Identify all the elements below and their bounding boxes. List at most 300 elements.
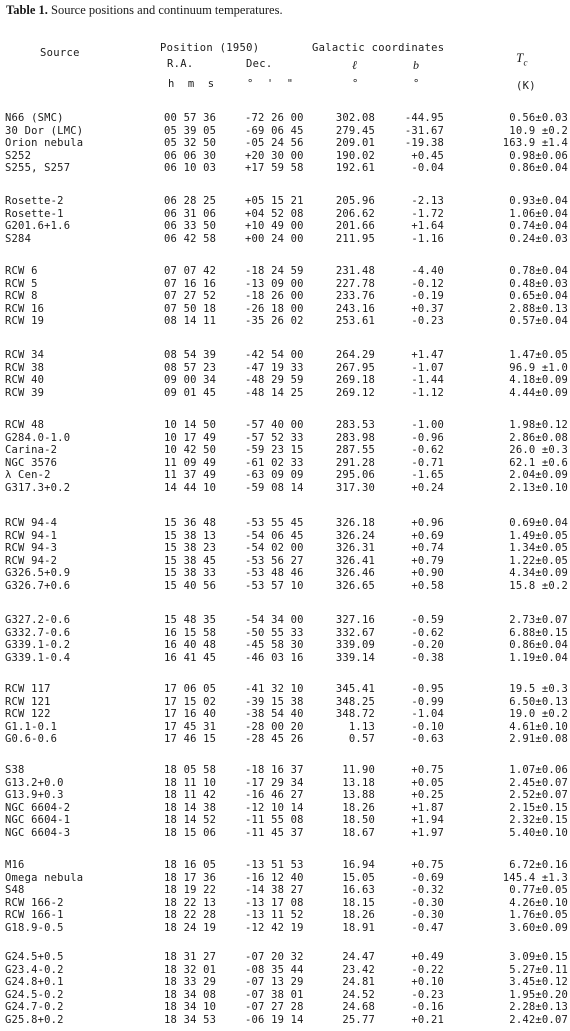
cell-tc: 96.9 ±1.0 (509, 361, 568, 374)
cell-b: -0.30 (411, 909, 444, 922)
cell-tc: 2.15±0.15 (509, 801, 568, 814)
cell-tc: 0.93±0.04 (509, 195, 568, 207)
cell-l: 192.61 (335, 162, 375, 175)
cell-source: RCW 38 (5, 361, 45, 374)
cell-dec: -41 32 10 (245, 683, 304, 695)
cell-ra: 15 48 35 (164, 614, 217, 626)
cell-b: +0.74 (411, 542, 444, 555)
cell-l: 283.98 (335, 431, 375, 444)
cell-ra: 18 16 05 (164, 859, 217, 871)
cell-dec: -28 00 20 (245, 720, 304, 733)
cell-dec: -11 55 08 (245, 814, 304, 827)
cell-dec: -05 24 56 (245, 137, 304, 150)
cell-ra: 17 46 15 (164, 733, 217, 746)
cell-tc: 2.91±0.08 (509, 733, 568, 746)
cell-tc: 0.48±0.03 (509, 277, 568, 290)
cell-l: 233.76 (335, 290, 375, 303)
cell-dec: -48 29 59 (245, 374, 304, 387)
cell-ra: 07 07 42 (164, 265, 217, 277)
cell-tc: 2.73±0.07 (509, 614, 568, 626)
cell-ra: 18 05 58 (164, 764, 217, 776)
cell-source: Rosette-1 (5, 207, 64, 220)
header-tc-unit: (K) (516, 80, 536, 92)
cell-source: G327.2-0.6 (5, 614, 71, 626)
cell-tc: 2.13±0.10 (509, 482, 568, 494)
cell-dec: -18 24 59 (245, 265, 304, 277)
cell-l: 24.81 (342, 976, 375, 989)
cell-source: G13.9+0.3 (5, 789, 64, 802)
cell-ra: 08 14 11 (164, 315, 217, 328)
cell-dec: -12 42 19 (245, 922, 304, 934)
cell-b: -1.72 (411, 207, 444, 220)
cell-tc: 0.24±0.03 (509, 232, 568, 245)
cell-tc: 1.76±0.05 (509, 909, 568, 922)
cell-dec: -38 54 40 (245, 708, 304, 721)
cell-b: +1.87 (411, 801, 444, 814)
cell-source: M16 (5, 859, 25, 871)
cell-l: 18.26 (342, 909, 375, 922)
cell-l: 25.77 (342, 1014, 375, 1026)
cell-l: 339.14 (335, 651, 375, 664)
cell-source: NGC 6604-1 (5, 814, 71, 827)
cell-b: -0.23 (411, 315, 444, 328)
cell-tc: 1.34±0.05 (509, 542, 568, 555)
cell-l: 243.16 (335, 302, 375, 315)
cell-tc: 6.88±0.15 (509, 626, 568, 639)
cell-l: 23.42 (342, 963, 375, 976)
cell-tc: 2.45±0.07 (509, 776, 568, 789)
cell-l: 227.78 (335, 277, 375, 290)
cell-ra: 14 44 10 (164, 482, 217, 494)
cell-dec: -53 55 45 (245, 517, 304, 529)
cell-dec: -18 16 37 (245, 764, 304, 776)
cell-tc: 1.19±0.04 (509, 651, 568, 664)
cell-tc: 163.9 ±1.4 (502, 137, 568, 150)
cell-ra: 17 06 05 (164, 683, 217, 695)
cell-b: -0.62 (411, 626, 444, 639)
cell-tc: 4.18±0.09 (509, 374, 568, 387)
cell-l: 348.25 (335, 695, 375, 708)
cell-l: 205.96 (335, 195, 375, 207)
cell-ra: 18 14 38 (164, 801, 217, 814)
cell-ra: 18 31 27 (164, 951, 217, 963)
header-dec: Dec. (246, 58, 273, 70)
cell-l: 231.48 (335, 265, 375, 277)
cell-tc: 5.40±0.10 (509, 827, 568, 839)
cell-tc: 4.26±0.10 (509, 896, 568, 909)
cell-dec: -57 52 33 (245, 431, 304, 444)
header-l-unit: ° (352, 78, 359, 90)
cell-source: RCW 117 (5, 683, 51, 695)
cell-ra: 06 31 06 (164, 207, 217, 220)
cell-ra: 06 28 25 (164, 195, 217, 207)
cell-dec: -06 19 14 (245, 1014, 304, 1026)
table-title: Source positions and continuum temperatures. (51, 3, 283, 17)
cell-tc: 0.78±0.04 (509, 265, 568, 277)
cell-source: S255, S257 (5, 162, 71, 175)
cell-ra: 06 06 30 (164, 149, 217, 162)
header-source: Source (40, 47, 80, 59)
cell-b: +0.58 (411, 580, 444, 592)
cell-dec: -26 18 00 (245, 302, 304, 315)
cell-b: -0.59 (411, 614, 444, 626)
cell-source: RCW 94-2 (5, 554, 58, 567)
cell-b: +0.96 (411, 517, 444, 529)
cell-source: G0.6-0.6 (5, 733, 58, 746)
cell-l: 326.41 (335, 554, 375, 567)
cell-tc: 10.9 ±0.2 (509, 124, 568, 137)
cell-tc: 2.86±0.08 (509, 431, 568, 444)
cell-ra: 18 11 42 (164, 789, 217, 802)
cell-l: 190.02 (335, 149, 375, 162)
cell-dec: -13 09 00 (245, 277, 304, 290)
cell-ra: 11 09 49 (164, 456, 217, 469)
cell-source: G24.5+0.5 (5, 951, 64, 963)
cell-source: G284.0-1.0 (5, 431, 71, 444)
cell-ra: 08 54 39 (164, 349, 217, 361)
cell-l: 269.18 (335, 374, 375, 387)
cell-ra: 18 34 08 (164, 988, 217, 1001)
cell-ra: 10 42 50 (164, 444, 217, 457)
cell-dec: +10 49 00 (245, 220, 304, 233)
cell-dec: -07 27 28 (245, 1001, 304, 1014)
cell-source: NGC 6604-3 (5, 827, 71, 839)
cell-dec: +05 15 21 (245, 195, 304, 207)
cell-b: -0.62 (411, 444, 444, 457)
cell-tc: 19.0 ±0.2 (509, 708, 568, 721)
cell-b: -2.13 (411, 195, 444, 207)
cell-tc: 3.45±0.12 (509, 976, 568, 989)
cell-b: -1.12 (411, 386, 444, 399)
cell-tc: 0.86±0.04 (509, 639, 568, 652)
cell-ra: 15 36 48 (164, 517, 217, 529)
cell-tc: 1.07±0.06 (509, 764, 568, 776)
cell-source: G24.5-0.2 (5, 988, 64, 1001)
cell-tc: 145.4 ±1.3 (502, 871, 568, 884)
cell-b: -0.10 (411, 720, 444, 733)
cell-tc: 2.52±0.07 (509, 789, 568, 802)
cell-l: 18.26 (342, 801, 375, 814)
cell-ra: 18 14 52 (164, 814, 217, 827)
cell-ra: 18 22 13 (164, 896, 217, 909)
cell-dec: -12 10 14 (245, 801, 304, 814)
cell-dec: -16 46 27 (245, 789, 304, 802)
cell-b: -0.99 (411, 695, 444, 708)
cell-ra: 00 57 36 (164, 112, 217, 124)
cell-source: G339.1-0.2 (5, 639, 71, 652)
cell-b: +1.97 (411, 827, 444, 839)
cell-ra: 07 16 16 (164, 277, 217, 290)
cell-dec: -16 12 40 (245, 871, 304, 884)
cell-dec: -54 06 45 (245, 529, 304, 542)
cell-b: +0.21 (411, 1014, 444, 1026)
cell-source: S48 (5, 884, 25, 897)
cell-ra: 18 19 22 (164, 884, 217, 897)
cell-l: 16.94 (342, 859, 375, 871)
cell-dec: -57 40 00 (245, 419, 304, 431)
cell-l: 18.50 (342, 814, 375, 827)
cell-b: -0.47 (411, 922, 444, 934)
cell-dec: +20 30 00 (245, 149, 304, 162)
cell-b: +0.10 (411, 976, 444, 989)
cell-ra: 18 17 36 (164, 871, 217, 884)
cell-source: RCW 6 (5, 265, 38, 277)
cell-dec: -39 15 38 (245, 695, 304, 708)
cell-l: 24.68 (342, 1001, 375, 1014)
cell-b: -31.67 (404, 124, 444, 137)
header-ra-units: h m s (168, 78, 215, 90)
cell-tc: 4.44±0.09 (509, 386, 568, 399)
cell-source: G24.7-0.2 (5, 1001, 64, 1014)
cell-ra: 06 10 03 (164, 162, 217, 175)
cell-dec: -13 51 53 (245, 859, 304, 871)
cell-l: 291.28 (335, 456, 375, 469)
header-b-unit: ° (413, 78, 420, 90)
cell-source: RCW 94-4 (5, 517, 58, 529)
cell-l: 326.31 (335, 542, 375, 555)
cell-source: RCW 19 (5, 315, 45, 328)
cell-ra: 05 39 05 (164, 124, 217, 137)
cell-ra: 09 01 45 (164, 386, 217, 399)
cell-tc: 19.5 ±0.3 (509, 683, 568, 695)
cell-l: 13.88 (342, 789, 375, 802)
cell-b: -0.12 (411, 277, 444, 290)
cell-tc: 4.34±0.09 (509, 567, 568, 580)
cell-ra: 06 33 50 (164, 220, 217, 233)
header-l: ℓ (352, 58, 358, 72)
cell-ra: 10 17 49 (164, 431, 217, 444)
cell-b: -0.95 (411, 683, 444, 695)
cell-ra: 16 15 58 (164, 626, 217, 639)
cell-tc: 1.49±0.05 (509, 529, 568, 542)
header-b: b (413, 58, 420, 72)
cell-source: G23.4-0.2 (5, 963, 64, 976)
cell-dec: +00 24 00 (245, 232, 304, 245)
cell-tc: 62.1 ±0.6 (509, 456, 568, 469)
cell-source: S252 (5, 149, 32, 162)
cell-source: RCW 16 (5, 302, 45, 315)
cell-l: 18.67 (342, 827, 375, 839)
cell-b: -0.30 (411, 896, 444, 909)
cell-l: 348.72 (335, 708, 375, 721)
cell-tc: 1.95±0.20 (509, 988, 568, 1001)
cell-source: Carina-2 (5, 444, 58, 457)
cell-l: 15.05 (342, 871, 375, 884)
cell-b: -0.69 (411, 871, 444, 884)
cell-dec: -47 19 33 (245, 361, 304, 374)
cell-ra: 15 40 56 (164, 580, 217, 592)
cell-ra: 11 37 49 (164, 469, 217, 482)
cell-b: -1.07 (411, 361, 444, 374)
cell-ra: 16 40 48 (164, 639, 217, 652)
cell-b: -1.00 (411, 419, 444, 431)
cell-ra: 15 38 45 (164, 554, 217, 567)
cell-ra: 06 42 58 (164, 232, 217, 245)
cell-tc: 3.09±0.15 (509, 951, 568, 963)
cell-l: 302.08 (335, 112, 375, 124)
cell-source: RCW 94-3 (5, 542, 58, 555)
cell-tc: 6.50±0.13 (509, 695, 568, 708)
cell-tc: 2.42±0.07 (509, 1014, 568, 1026)
cell-tc: 1.47±0.05 (509, 349, 568, 361)
cell-dec: -11 45 37 (245, 827, 304, 839)
cell-source: RCW 34 (5, 349, 45, 361)
cell-dec: -42 54 00 (245, 349, 304, 361)
cell-source: G1.1-0.1 (5, 720, 58, 733)
cell-dec: -69 06 45 (245, 124, 304, 137)
cell-dec: -59 23 15 (245, 444, 304, 457)
cell-tc: 6.72±0.16 (509, 859, 568, 871)
cell-source: RCW 5 (5, 277, 38, 290)
cell-b: -44.95 (404, 112, 444, 124)
cell-source: G13.2+0.0 (5, 776, 64, 789)
cell-l: 326.18 (335, 517, 375, 529)
cell-tc: 26.0 ±0.3 (509, 444, 568, 457)
cell-l: 287.55 (335, 444, 375, 457)
cell-b: -0.04 (411, 162, 444, 175)
cell-dec: -13 17 08 (245, 896, 304, 909)
cell-b: -19.38 (404, 137, 444, 150)
cell-tc: 1.22±0.05 (509, 554, 568, 567)
cell-tc: 1.06±0.04 (509, 207, 568, 220)
cell-b: -1.65 (411, 469, 444, 482)
cell-dec: -17 29 34 (245, 776, 304, 789)
cell-ra: 07 50 18 (164, 302, 217, 315)
cell-ra: 18 32 01 (164, 963, 217, 976)
cell-b: -0.22 (411, 963, 444, 976)
cell-source: RCW 48 (5, 419, 45, 431)
cell-source: Rosette-2 (5, 195, 64, 207)
cell-l: 332.67 (335, 626, 375, 639)
header-dec-units: ° ' " (247, 78, 294, 90)
cell-dec: -54 02 00 (245, 542, 304, 555)
cell-ra: 18 22 28 (164, 909, 217, 922)
cell-dec: -18 26 00 (245, 290, 304, 303)
cell-b: -1.16 (411, 232, 444, 245)
cell-source: G332.7-0.6 (5, 626, 71, 639)
cell-b: -0.63 (411, 733, 444, 746)
cell-dec: -72 26 00 (245, 112, 304, 124)
cell-ra: 17 16 40 (164, 708, 217, 721)
cell-l: 16.63 (342, 884, 375, 897)
cell-l: 326.24 (335, 529, 375, 542)
cell-l: 206.62 (335, 207, 375, 220)
cell-dec: +04 52 08 (245, 207, 304, 220)
cell-source: G201.6+1.6 (5, 220, 71, 233)
cell-l: 24.47 (342, 951, 375, 963)
cell-b: -0.19 (411, 290, 444, 303)
cell-tc: 15.8 ±0.2 (509, 580, 568, 592)
cell-ra: 18 33 29 (164, 976, 217, 989)
cell-source: RCW 40 (5, 374, 45, 387)
cell-l: 1.13 (348, 720, 375, 733)
cell-l: 18.15 (342, 896, 375, 909)
cell-b: -4.40 (411, 265, 444, 277)
cell-l: 0.57 (348, 733, 375, 746)
cell-ra: 18 34 53 (164, 1014, 217, 1026)
cell-source: G326.5+0.9 (5, 567, 71, 580)
cell-l: 209.01 (335, 137, 375, 150)
cell-ra: 17 15 02 (164, 695, 217, 708)
cell-tc: 3.60±0.09 (509, 922, 568, 934)
cell-source: S284 (5, 232, 32, 245)
cell-dec: -14 38 27 (245, 884, 304, 897)
cell-dec: -45 58 30 (245, 639, 304, 652)
cell-ra: 18 34 10 (164, 1001, 217, 1014)
cell-b: -0.20 (411, 639, 444, 652)
cell-dec: -53 48 46 (245, 567, 304, 580)
header-galactic: Galactic coordinates (312, 42, 445, 54)
cell-source: RCW 39 (5, 386, 45, 399)
cell-l: 295.06 (335, 469, 375, 482)
cell-dec: -28 45 26 (245, 733, 304, 746)
cell-l: 18.91 (342, 922, 375, 934)
cell-tc: 0.98±0.06 (509, 149, 568, 162)
cell-dec: -48 14 25 (245, 386, 304, 399)
cell-l: 201.66 (335, 220, 375, 233)
cell-dec: -53 56 27 (245, 554, 304, 567)
cell-dec: -53 57 10 (245, 580, 304, 592)
cell-dec: +17 59 58 (245, 162, 304, 175)
cell-b: +0.79 (411, 554, 444, 567)
cell-l: 11.90 (342, 764, 375, 776)
cell-ra: 15 38 23 (164, 542, 217, 555)
cell-b: +0.37 (411, 302, 444, 315)
cell-source: RCW 122 (5, 708, 51, 721)
cell-ra: 09 00 34 (164, 374, 217, 387)
cell-tc: 5.27±0.11 (509, 963, 568, 976)
cell-l: 13.18 (342, 776, 375, 789)
cell-l: 317.30 (335, 482, 375, 494)
cell-b: -0.32 (411, 884, 444, 897)
cell-dec: -46 03 16 (245, 651, 304, 664)
cell-b: -0.96 (411, 431, 444, 444)
cell-dec: -61 02 33 (245, 456, 304, 469)
cell-dec: -07 38 01 (245, 988, 304, 1001)
cell-dec: -07 13 29 (245, 976, 304, 989)
header-tc: $T_c$ (516, 50, 528, 68)
header-position: Position (1950) (160, 42, 260, 54)
cell-l: 345.41 (335, 683, 375, 695)
cell-ra: 15 38 33 (164, 567, 217, 580)
cell-b: -0.38 (411, 651, 444, 664)
cell-source: G326.7+0.6 (5, 580, 71, 592)
cell-source: S38 (5, 764, 25, 776)
cell-tc: 4.61±0.10 (509, 720, 568, 733)
cell-b: -0.16 (411, 1001, 444, 1014)
cell-b: -1.04 (411, 708, 444, 721)
cell-source: G18.9-0.5 (5, 922, 64, 934)
cell-l: 24.52 (342, 988, 375, 1001)
cell-source: G317.3+0.2 (5, 482, 71, 494)
cell-b: +0.24 (411, 482, 444, 494)
cell-dec: -13 11 52 (245, 909, 304, 922)
cell-b: +0.75 (411, 764, 444, 776)
cell-tc: 1.98±0.12 (509, 419, 568, 431)
cell-dec: -07 20 32 (245, 951, 304, 963)
cell-b: +0.05 (411, 776, 444, 789)
cell-l: 264.29 (335, 349, 375, 361)
cell-source: RCW 166-2 (5, 896, 64, 909)
cell-source: Orion nebula (5, 137, 84, 150)
cell-b: +0.25 (411, 789, 444, 802)
cell-b: +1.64 (411, 220, 444, 233)
cell-b: -1.44 (411, 374, 444, 387)
cell-dec: -35 26 02 (245, 315, 304, 328)
cell-source: λ Cen-2 (5, 469, 51, 482)
cell-tc: 2.88±0.13 (509, 302, 568, 315)
cell-ra: 18 24 19 (164, 922, 217, 934)
